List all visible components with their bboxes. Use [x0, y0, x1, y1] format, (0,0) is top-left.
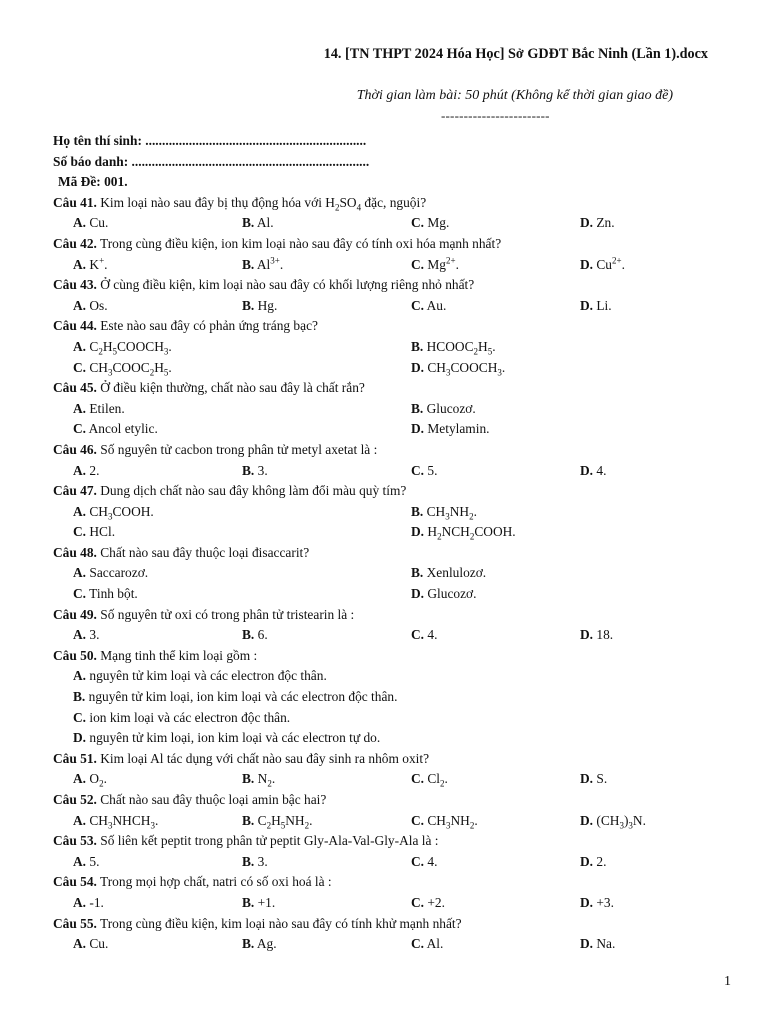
answer-option: A. Etilen. [73, 400, 125, 416]
exam-time-note: Thời gian làm bài: 50 phút (Không kể thời gian giao đề) [356, 88, 673, 103]
answer-option: C. $CH_3NH_2$. [411, 812, 478, 831]
answer-option: A. Os. [73, 297, 108, 313]
question-stem: Câu 46. Số nguyên tử cacbon trong phân tử metyl axetat là : [53, 441, 378, 457]
answer-option: D. Metylamin. [411, 421, 490, 437]
options-row [53, 852, 733, 873]
answer-option: D. Li. [580, 297, 612, 313]
options-row [53, 255, 733, 276]
answer-option: A. $C_2H_5COOCH_3$. [73, 338, 172, 357]
question-stem: Câu 42. Trong cùng điều kiện, ion kim loại nào sau đây có tính oxi hóa mạnh nhất? [53, 235, 502, 251]
answer-option: C. $Cl_2$. [411, 771, 448, 790]
exam-code: Mã Đề: 001. [58, 174, 128, 190]
answer-option: A. K+. [73, 255, 108, 272]
options-row [53, 584, 733, 605]
answer-option: D. Zn. [580, 215, 615, 231]
answer-option: B. Xenlulozơ. [411, 565, 487, 581]
options-row [53, 522, 733, 543]
answer-option: C. ion kim loại và các electron độc thân. [73, 709, 291, 725]
answer-option: B. 3. [242, 853, 268, 869]
answer-option: C. +2. [411, 894, 445, 910]
student-id-line: Số báo danh: ....................................................................... [53, 153, 370, 169]
answer-option: B. Al. [242, 215, 274, 231]
answer-option: C. $CH_3COOC_2H_5$. [73, 359, 172, 378]
answer-option: C. Ancol etylic. [73, 421, 158, 437]
answer-option: A. -1. [73, 894, 104, 910]
question-stem: Câu 45. Ở điều kiện thường, chất nào sau đây là chất rắn? [53, 380, 365, 396]
student-name-line: Họ tên thí sinh: .................................................................. [53, 133, 367, 148]
answer-option: C. Au. [411, 297, 447, 313]
answer-option: D. 18. [580, 627, 614, 643]
answer-option: B. $Al^{3+}$. [242, 255, 284, 272]
answer-option: B. $N_2$. [242, 771, 276, 790]
question-stem: Câu 51. Kim loại Al tác dụng với chất nào sau đây sinh ra nhôm oxit? [53, 750, 430, 766]
answer-option: A. $O_2$. [73, 771, 107, 790]
question-stem: Câu 48. Chất nào sau đây thuộc loại đisaccarit? [53, 544, 310, 560]
answer-option: A. nguyên tử kim loại và các electron độc thân. [73, 668, 327, 684]
header-divider: ------------------------ [441, 108, 550, 123]
exam-content [53, 131, 733, 955]
page-number: 1 [724, 974, 731, 989]
answer-option: C. 4. [411, 627, 438, 643]
answer-option: C. Al. [411, 936, 444, 952]
options-row [53, 811, 733, 832]
answer-option: D. 4. [580, 462, 607, 478]
options-row [53, 461, 733, 482]
options-row [53, 399, 733, 420]
question-stem: Câu 43. Ở cùng điều kiện, kim loại nào sau đây có khối lượng riêng nhỏ nhất? [53, 277, 475, 293]
answer-option: A. $CH_3COOH$. [73, 503, 154, 522]
answer-option: C. 4. [411, 853, 438, 869]
options-row [53, 213, 733, 234]
answer-option: A. 2. [73, 462, 100, 478]
question-list [53, 193, 733, 955]
options-row [53, 769, 733, 790]
answer-option: D. 2. [580, 853, 607, 869]
answer-option: D. $H_2NCH_2COOH$. [411, 524, 516, 542]
answer-option: D. Na. [580, 936, 616, 952]
options-row [53, 687, 733, 708]
options-row [53, 337, 733, 358]
answer-option: C. HCl. [73, 524, 116, 540]
answer-option: C. $Mg^{2+}$. [411, 255, 459, 272]
options-row [53, 728, 733, 749]
answer-option: D. $CH_3COOCH_3$. [411, 359, 506, 378]
answer-option: A. $CH_3NHCH_3$. [73, 812, 159, 831]
document-title: 14. [TN THPT 2024 Hóa Học] Sở GDĐT Bắc Ninh (Lần 1).docx [323, 46, 708, 62]
answer-option: D. +3. [580, 894, 614, 910]
answer-option: B. $HCOOC_2H_5$. [411, 338, 496, 357]
answer-option: B. Hg. [242, 297, 278, 313]
question-stem: Câu 44. Este nào sau đây có phản ứng tráng bạc? [53, 318, 318, 334]
options-row [53, 708, 733, 729]
question-stem: Câu 55. Trong cùng điều kiện, kim loại nào sau đây có tính khử mạnh nhất? [53, 915, 462, 931]
answer-option: C. 5. [411, 462, 438, 478]
options-row [53, 563, 733, 584]
options-row [53, 666, 733, 687]
answer-option: A. 5. [73, 853, 100, 869]
options-row [53, 419, 733, 440]
answer-option: D. nguyên tử kim loại, ion kim loại và các electron tự do. [73, 730, 381, 746]
answer-option: D. S. [580, 771, 608, 787]
answer-option: D. Glucozơ. [411, 586, 477, 602]
question-stem: Câu 53. Số liên kết peptit trong phân tử peptit Gly-Ala-Val-Gly-Ala là : [53, 833, 439, 849]
answer-option: B. Ag. [242, 936, 277, 952]
answer-option: B. +1. [242, 894, 276, 910]
answer-option: A. Saccarozơ. [73, 565, 149, 581]
answer-option: B. 3. [242, 462, 268, 478]
question-stem: Câu 50. Mạng tinh thể kim loại gồm : [53, 647, 258, 663]
options-row [53, 296, 733, 317]
answer-option: C. Mg. [411, 215, 450, 231]
answer-option: B. $CH_3NH_2$. [411, 503, 477, 522]
answer-option: A. Cu. [73, 936, 109, 952]
options-row [53, 502, 733, 523]
options-row [53, 893, 733, 914]
answer-option: C. Tinh bột. [73, 586, 138, 602]
answer-option: B. 6. [242, 627, 268, 643]
answer-option: A. Cu. [73, 215, 109, 231]
question-stem: Câu 41. Kim loại nào sau đây bị thụ động hóa với $H_2SO_4$ đặc, nguội? [53, 194, 427, 213]
answer-option: D. $Cu^{2+}$. [580, 255, 625, 272]
answer-option: B. Glucozơ. [411, 400, 476, 416]
answer-option: D. $(CH_3)_3N$. [580, 812, 646, 831]
answer-option: A. 3. [73, 627, 100, 643]
options-row [53, 358, 733, 379]
question-stem: Câu 49. Số nguyên tử oxi có trong phân tử tristearin là : [53, 606, 355, 622]
answer-option: B. nguyên tử kim loại, ion kim loại và các electron độc thân. [73, 689, 398, 705]
options-row [53, 934, 733, 955]
answer-option: B. $C_2H_5NH_2$. [242, 812, 313, 831]
question-stem: Câu 47. Dung dịch chất nào sau đây không làm đổi màu quỳ tím? [53, 483, 407, 499]
question-stem: Câu 54. Trong mọi hợp chất, natri có số oxi hoá là : [53, 874, 332, 890]
options-row [53, 625, 733, 646]
question-stem: Câu 52. Chất nào sau đây thuộc loại amin bậc hai? [53, 792, 327, 807]
